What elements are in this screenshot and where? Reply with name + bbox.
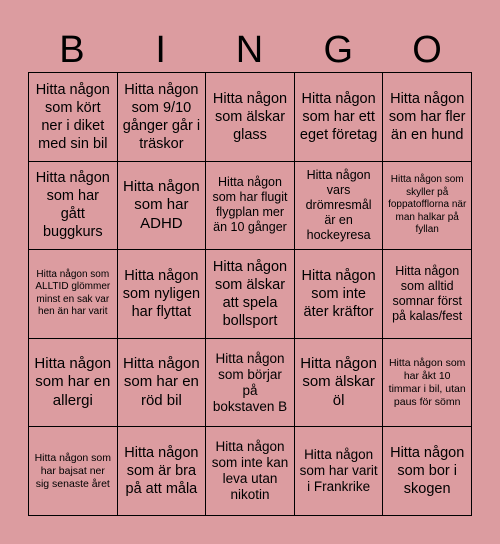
bingo-cell[interactable] xyxy=(295,339,384,428)
cell-text: Hitta någon som har en allergi xyxy=(34,354,112,409)
header-letter-b: B xyxy=(59,29,86,71)
cell-text: Hitta någon som skyller på foppatofflorna när man halkar på fyllan xyxy=(388,174,467,236)
header-letter-o: O xyxy=(412,29,443,71)
bingo-cell[interactable] xyxy=(383,250,472,339)
bingo-cell[interactable] xyxy=(295,73,384,162)
bingo-cell[interactable] xyxy=(295,162,384,251)
cell-text: Hitta någon som alltid somnar först på kalas/fest xyxy=(392,263,463,323)
bingo-cell[interactable] xyxy=(29,427,118,516)
cell-text: Hitta någon som inte äter kräftor xyxy=(301,267,376,320)
bingo-grid xyxy=(28,72,472,516)
cell-text: Hitta någon som 9/10 gånger går i träskor xyxy=(122,81,201,152)
bingo-cell[interactable] xyxy=(206,162,295,251)
bingo-cell[interactable] xyxy=(295,427,384,516)
header-letter-i: I xyxy=(155,29,167,71)
bingo-cell[interactable] xyxy=(118,427,207,516)
bingo-cell[interactable] xyxy=(206,250,295,339)
cell-text: Hitta någon som börjar på bokstaven B xyxy=(212,350,288,414)
cell-text: Hitta någon som älskar öl xyxy=(300,354,377,409)
bingo-cell[interactable] xyxy=(206,427,295,516)
cell-text: Hitta någon som har en röd bil xyxy=(123,354,200,409)
cell-text: Hitta någon som har gått buggkurs xyxy=(35,170,110,241)
bingo-cell[interactable] xyxy=(29,339,118,428)
cell-text: Hitta någon som inte kan leva utan nikotin xyxy=(211,439,289,503)
cell-text: Hitta någon som nyligen har flyttat xyxy=(122,267,201,320)
cell-text: Hitta någon som har fler än en hund xyxy=(388,90,466,143)
bingo-header xyxy=(28,28,472,72)
bingo-cell[interactable] xyxy=(118,73,207,162)
cell-text: Hitta någon som älskar att spela bollsport xyxy=(212,258,288,329)
bingo-cell[interactable] xyxy=(118,339,207,428)
cell-text: Hitta någon som bor i skogen xyxy=(390,445,465,498)
bingo-cell[interactable] xyxy=(383,162,472,251)
bingo-cell[interactable] xyxy=(29,250,118,339)
bingo-cell[interactable] xyxy=(29,162,118,251)
cell-text: Hitta någon som har ADHD xyxy=(123,177,200,232)
cell-text: Hitta någon som älskar glass xyxy=(212,90,288,143)
cell-text: Hitta någon som har flugit flygplan mer än 10 gånger xyxy=(212,175,288,235)
cell-text: Hitta någon som har ett eget företag xyxy=(299,90,378,143)
bingo-cell[interactable] xyxy=(383,427,472,516)
cell-text: Hitta någon som kört ner i diket med sin bil xyxy=(35,81,110,152)
bingo-cell[interactable] xyxy=(206,339,295,428)
cell-text: Hitta någon som har bajsat ner sig senaste året xyxy=(34,451,112,490)
cell-text: Hitta någon vars drömresmål är en hockeyresa xyxy=(305,167,372,242)
bingo-cell[interactable] xyxy=(29,73,118,162)
cell-text: Hitta någon som har varit i Frankrike xyxy=(299,447,378,495)
bingo-cell[interactable] xyxy=(383,339,472,428)
bingo-cell[interactable] xyxy=(118,162,207,251)
bingo-cell[interactable] xyxy=(118,250,207,339)
bingo-cell[interactable] xyxy=(295,250,384,339)
cell-text: Hitta någon som är bra på att måla xyxy=(124,445,199,498)
cell-text: Hitta någon som ALLTID glömmer minst en sak var hen än har varit xyxy=(35,268,111,318)
bingo-cell[interactable] xyxy=(383,73,472,162)
header-letter-g: G xyxy=(323,29,355,71)
bingo-cell[interactable] xyxy=(206,73,295,162)
header-letter-n: N xyxy=(235,29,265,71)
cell-text: Hitta någon som har åkt 10 timmar i bil, utan paus för sömn xyxy=(388,356,466,408)
